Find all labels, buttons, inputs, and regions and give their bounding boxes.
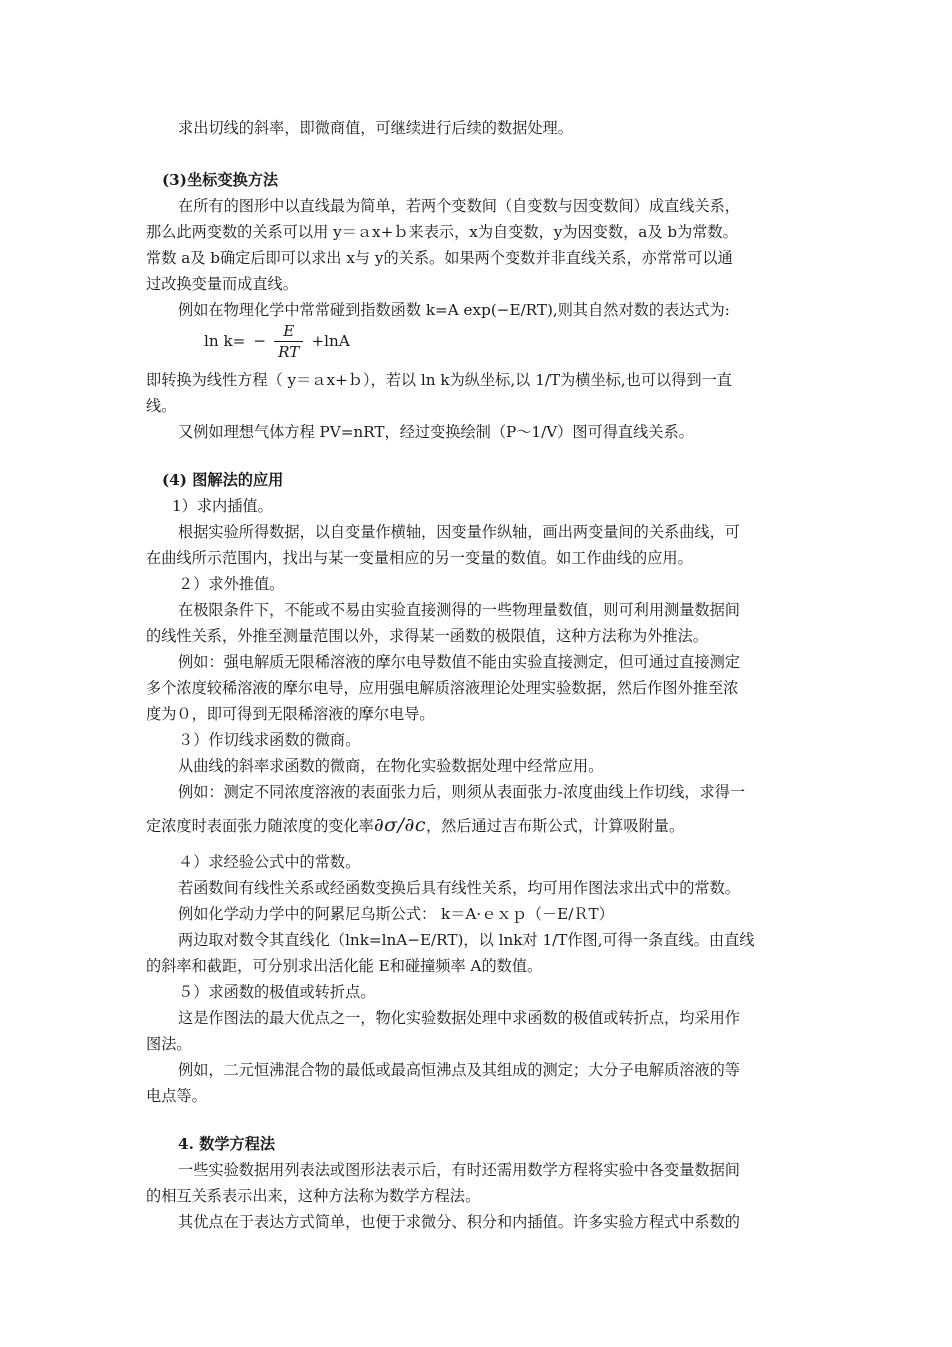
paragraph-line: 的线性关系，外推至测量范围以外，求得某一函数的极限值，这种方法称为外推法。 (146, 627, 708, 645)
paragraph-line: 在曲线所示范围内，找出与某一变量相应的另一变量的数值。如工作曲线的应用。 (146, 549, 693, 567)
list-item-heading: ２）求外推值。 (178, 575, 285, 593)
paragraph-line: 又例如理想气体方程 PV=nRT，经过变换绘制（P～1/V）图可得直线关系。 (178, 423, 694, 441)
fraction-denominator: RT (274, 341, 303, 362)
paragraph-line: 例如：强电解质无限稀溶液的摩尔电导数值不能由实验直接测定，但可通过直接测定 (178, 653, 740, 671)
paragraph-line: 的相互关系表示出来，这种方法称为数学方程法。 (146, 1187, 481, 1205)
list-item-heading: ４）求经验公式中的常数。 (178, 853, 361, 871)
equation-fraction (274, 321, 303, 362)
paragraph-line: 例如：测定不同浓度溶液的表面张力后，则须从表面张力-浓度曲线上作切线，求得一 (178, 783, 746, 801)
section-heading: (3)坐标变换方法 (162, 171, 279, 189)
line-text: ，然后通过吉布斯公式，计算吸附量。 (425, 817, 685, 835)
list-item-heading: 1）求内插值。 (172, 497, 273, 515)
paragraph-line: 其优点在于表达方式简单，也便于求微分、积分和内插值。许多实验方程式中系数的 (178, 1213, 740, 1231)
paragraph-line: 例如，二元恒沸混合物的最低或最高恒沸点及其组成的测定；大分子电解质溶液的等 (178, 1061, 740, 1079)
paragraph-line (146, 812, 810, 839)
paragraph-line: 那么此两变数的关系可以用 y＝ａx+ｂ来表示，x为自变数，y为因变数，a及 b为常数。 (146, 223, 738, 241)
paragraph-line: 若函数间有线性关系或经函数变换后具有线性关系，均可用作图法求出式中的常数。 (178, 879, 740, 897)
section-heading: 4. 数学方程法 (178, 1135, 276, 1153)
paragraph-line: 线。 (146, 397, 177, 415)
equation-lhs: ln k= (204, 332, 246, 350)
paragraph-line: 常数 a及 b确定后即可以求出 x与 y的关系。如果两个变数并非直线关系，亦常常可以通 (146, 249, 733, 267)
paragraph-line: 图法。 (146, 1035, 192, 1053)
fraction-numerator: E (283, 321, 295, 340)
paragraph-line: 从曲线的斜率求函数的微商，在物化实验数据处理中经常应用。 (178, 757, 604, 775)
paragraph-line: 即转换为线性方程（ y＝ａx+ｂ），若以 ln k为纵坐标,以 1/T为横坐标,也可以得到一直 (146, 371, 732, 389)
equation-minus: − (253, 332, 267, 350)
list-item-heading: ３）作切线求函数的微商。 (178, 731, 361, 749)
ln-k-equation (204, 318, 350, 364)
paragraph-line: 过改换变量而成直线。 (146, 275, 298, 293)
paragraph-line: 两边取对数令其直线化（lnk=lnA−E/RT)，以 lnk对 1/T作图,可得一条直线。由直线 (178, 931, 755, 949)
paragraph-line: 度为０，即可得到无限稀溶液的摩尔电导。 (146, 705, 435, 723)
section-heading: (4) 图解法的应用 (162, 471, 284, 489)
paragraph-line: 电点等。 (146, 1087, 207, 1105)
paragraph-line: 在所有的图形中以直线最为简单，若两个变数间（自变数与因变数间）成直线关系， (178, 197, 740, 215)
partial-derivative-expression: ∂σ/∂c (373, 814, 426, 836)
paragraph-line: 一些实验数据用列表法或图形法表示后，有时还需用数学方程将实验中各变量数据间 (178, 1161, 740, 1179)
paragraph-line: 例如在物理化学中常常碰到指数函数 k=A exp(−E/RT),则其自然对数的表达式为: (178, 301, 730, 319)
paragraph-line: 多个浓度较稀溶液的摩尔电导，应用强电解质溶液理论处理实验数据，然后作图外推至浓 (146, 679, 739, 697)
paragraph-line: 在极限条件下，不能或不易由实验直接测得的一些物理量数值，则可利用测量数据间 (178, 601, 740, 619)
list-item-heading: ５）求函数的极值或转折点。 (178, 983, 376, 1001)
paragraph-line: 例如化学动力学中的阿累尼乌斯公式： k＝A·ｅｘｐ（－E/ＲT） (178, 905, 614, 923)
paragraph-line: 根据实验所得数据，以自变量作横轴，因变量作纵轴，画出两变量间的关系曲线，可 (178, 523, 740, 541)
line-text: 定浓度时表面张力随浓度的变化率 (146, 817, 374, 835)
paragraph-line: 这是作图法的最大优点之一，物化实验数据处理中求函数的极值或转折点，均采用作 (178, 1009, 740, 1027)
paragraph-line: 求出切线的斜率，即微商值，可继续进行后续的数据处理。 (178, 119, 573, 137)
equation-tail: +lnA (311, 332, 350, 350)
paragraph-line: 的斜率和截距，可分别求出活化能 E和碰撞频率 A的数值。 (146, 957, 543, 975)
